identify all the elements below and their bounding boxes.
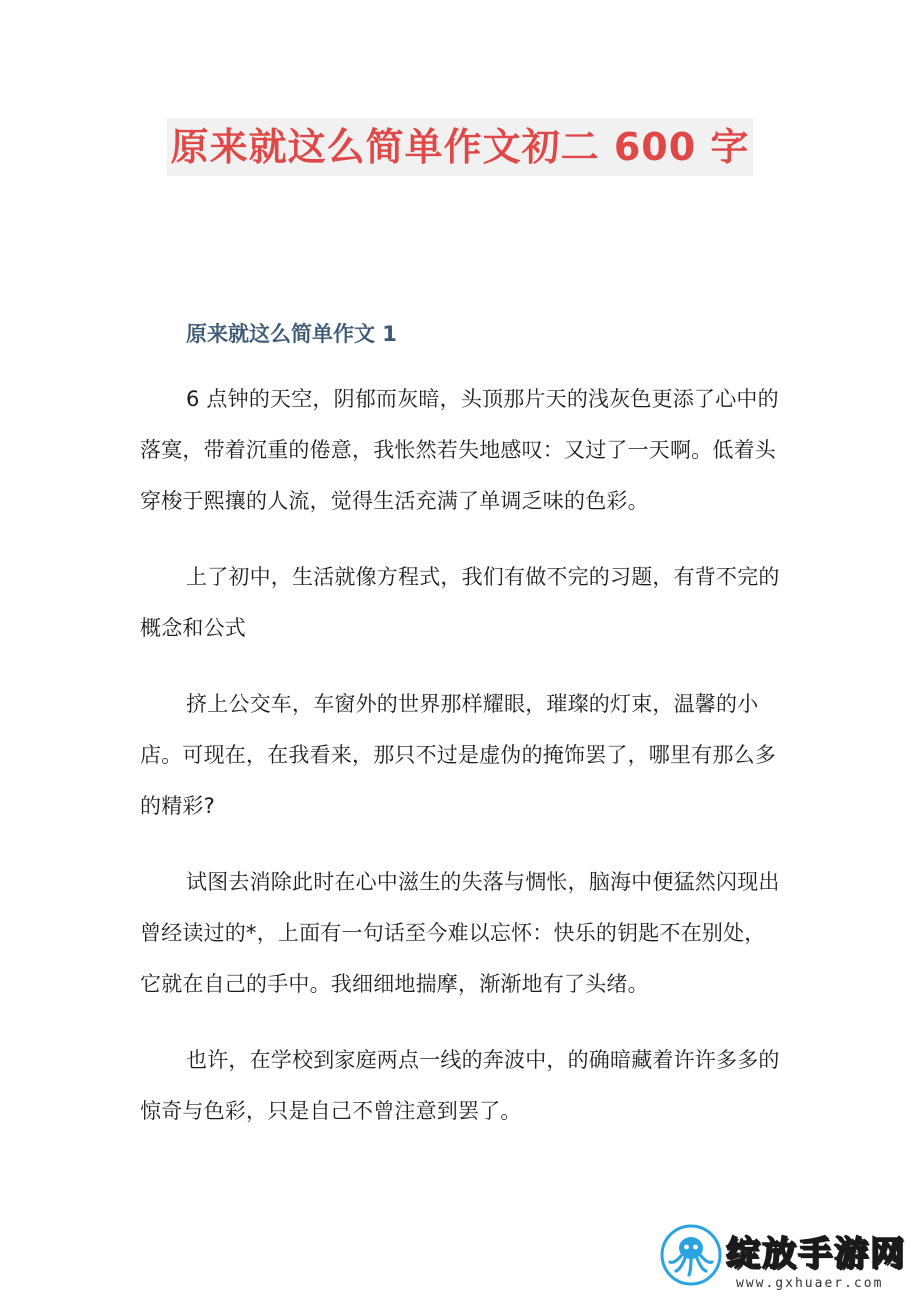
paragraph-4: 试图去消除此时在心中滋生的失落与惆怅，脑海中便猛然闪现出曾经读过的*，上面有一句话至今难以忘怀：快乐的钥匙不在别处，它就在自己的手中。我细细地揣摩，渐渐地有了头绪。 xyxy=(140,870,780,996)
paragraph-2: 上了初中，生活就像方程式，我们有做不完的习题，有背不完的概念和公式 xyxy=(140,565,780,640)
paragraph-5: 也许，在学校到家庭两点一线的奔波中，的确暗藏着许许多多的惊奇与色彩，只是自己不曾注意到罢了。 xyxy=(140,1048,780,1123)
paragraph-1: 6 点钟的天空，阴郁而灰暗，头顶那片天的浅灰色更添了心中的落寞，带着沉重的倦意，我怅然若失地感叹：又过了一天啊。低着头穿梭于熙攘的人流，觉得生活充满了单调乏味的色彩。 xyxy=(140,387,779,513)
site-watermark xyxy=(660,1220,910,1296)
document-title-text: 原来就这么简单作文初二 600 字 xyxy=(167,118,754,176)
document-body xyxy=(140,374,780,1162)
watermark-site-name: 绽放手游网 xyxy=(726,1234,906,1274)
watermark-url: www.gxhuaer.com xyxy=(736,1276,884,1291)
section-subtitle: 原来就这么简单作文 1 xyxy=(186,322,397,346)
octopus-logo-icon xyxy=(660,1224,722,1286)
document-title xyxy=(0,118,920,176)
paragraph-3: 挤上公交车，车窗外的世界那样耀眼，璀璨的灯束，温馨的小店。可现在，在我看来，那只不过是虚伪的掩饰罢了，哪里有那么多的精彩? xyxy=(140,692,776,818)
